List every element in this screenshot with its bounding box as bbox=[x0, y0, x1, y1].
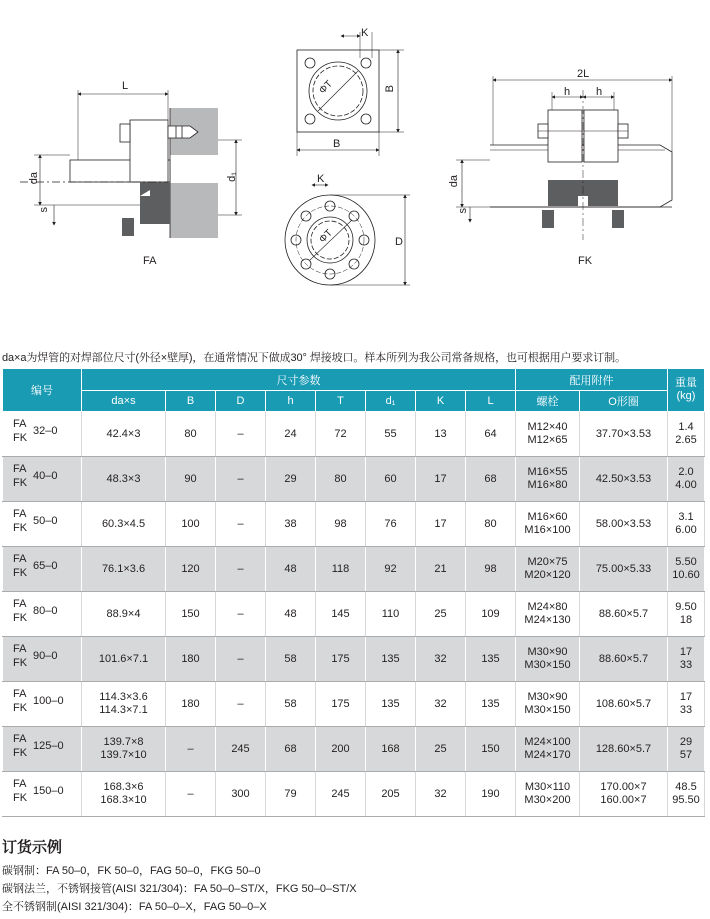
code-number: 90–0 bbox=[33, 650, 58, 662]
cell-d1: 168 bbox=[366, 727, 416, 772]
cell-L: 109 bbox=[466, 592, 516, 637]
order-line-2: 碳钢法兰，不锈钢接管(AISI 321/304)：FA 50–0–ST/X，FKG 50–0–ST/X bbox=[2, 883, 357, 895]
cell-L: 98 bbox=[466, 547, 516, 592]
cell-B: 180 bbox=[166, 637, 216, 682]
cell-das-line: 114.3×3.6 bbox=[99, 691, 148, 703]
cell-L: 135 bbox=[466, 682, 516, 727]
spec-table bbox=[2, 368, 705, 817]
cell-D: – bbox=[216, 637, 266, 682]
order-line-1: 碳钢制：FA 50–0，FK 50–0，FAG 50–0，FKG 50–0 bbox=[2, 865, 261, 877]
code-fk: FK bbox=[13, 792, 28, 804]
cell-bolt-line: M30×90 bbox=[527, 646, 568, 658]
cell-L: 150 bbox=[466, 727, 516, 772]
fk-side-view bbox=[456, 76, 672, 240]
table-row bbox=[3, 637, 705, 682]
cell-B: 90 bbox=[166, 457, 216, 502]
cell-das bbox=[82, 457, 166, 502]
dim-T-label-square: ΦT bbox=[317, 78, 335, 97]
code-fa: FA bbox=[13, 643, 27, 655]
drawing-svg bbox=[0, 0, 710, 340]
cell-weight-line: 17 bbox=[679, 646, 693, 658]
table-row bbox=[3, 592, 705, 637]
cell-D: – bbox=[216, 547, 266, 592]
cell-oring bbox=[580, 412, 668, 457]
cell-weight-line: 2.65 bbox=[675, 434, 697, 446]
cell-weight bbox=[668, 457, 705, 502]
cell-code bbox=[3, 637, 82, 682]
code-number: 150–0 bbox=[33, 785, 64, 797]
code-fk: FK bbox=[13, 567, 28, 579]
code-fk: FK bbox=[13, 522, 28, 534]
cell-d1: 92 bbox=[366, 547, 416, 592]
cell-weight-line: 33 bbox=[679, 659, 693, 671]
header-oring: O形圈 bbox=[580, 391, 668, 412]
cell-das bbox=[82, 727, 166, 772]
cell-T: 200 bbox=[316, 727, 366, 772]
cell-h: 38 bbox=[266, 502, 316, 547]
cell-weight-line: 18 bbox=[679, 614, 693, 626]
cell-das-line: 101.6×7.1 bbox=[98, 652, 149, 665]
cell-code bbox=[3, 457, 82, 502]
order-line-3: 全不锈钢制(AISI 321/304)：FA 50–0–X，FAG 50–0–X bbox=[2, 901, 267, 913]
cell-B: 120 bbox=[166, 547, 216, 592]
cell-h: 68 bbox=[266, 727, 316, 772]
cell-weight bbox=[668, 547, 705, 592]
cell-h: 58 bbox=[266, 637, 316, 682]
cell-D: – bbox=[216, 682, 266, 727]
cell-bolt-line: M12×40 bbox=[527, 421, 568, 433]
cell-das-line: 88.9×4 bbox=[106, 607, 141, 620]
cell-D: – bbox=[216, 412, 266, 457]
table-row bbox=[3, 502, 705, 547]
code-number: 65–0 bbox=[33, 560, 58, 572]
cell-das bbox=[82, 592, 166, 637]
cell-code bbox=[3, 502, 82, 547]
cell-code bbox=[3, 412, 82, 457]
code-number: 80–0 bbox=[33, 605, 58, 617]
dim-D-label: D bbox=[395, 236, 403, 248]
dim-s-label-fk: s bbox=[457, 208, 469, 214]
header-L: L bbox=[466, 391, 516, 412]
dim-h-label-right: h bbox=[596, 86, 603, 98]
dim-T-label-round: ΦT bbox=[317, 227, 335, 246]
cell-L: 64 bbox=[466, 412, 516, 457]
cell-oring bbox=[580, 682, 668, 727]
code-fk: FK bbox=[13, 612, 28, 624]
cell-K: 21 bbox=[416, 547, 466, 592]
cell-D: 245 bbox=[216, 727, 266, 772]
cell-das bbox=[82, 682, 166, 727]
cell-K: 32 bbox=[416, 682, 466, 727]
cell-K: 13 bbox=[416, 412, 466, 457]
dim-L-label: L bbox=[122, 80, 129, 92]
cell-weight bbox=[668, 412, 705, 457]
cell-h: 58 bbox=[266, 682, 316, 727]
cell-d1: 135 bbox=[366, 682, 416, 727]
dim-d1-label: d₁ bbox=[226, 172, 238, 182]
cell-bolt bbox=[516, 547, 580, 592]
header-bolt: 螺栓 bbox=[516, 391, 580, 412]
code-number: 125–0 bbox=[33, 740, 64, 752]
code-fa: FA bbox=[13, 598, 27, 610]
cell-code bbox=[3, 547, 82, 592]
cell-weight-line: 33 bbox=[679, 704, 693, 716]
code-fa: FA bbox=[13, 733, 27, 745]
cell-oring-line: 58.00×3.53 bbox=[595, 517, 652, 530]
cell-K: 17 bbox=[416, 502, 466, 547]
code-fk: FK bbox=[13, 477, 28, 489]
spec-table-body bbox=[3, 412, 705, 817]
cell-bolt bbox=[516, 682, 580, 727]
cell-bolt-line: M20×120 bbox=[524, 569, 571, 581]
cell-weight bbox=[668, 637, 705, 682]
fa-label: FA bbox=[143, 255, 157, 267]
header-weight-label: 重量 bbox=[675, 377, 697, 389]
header-h: h bbox=[266, 391, 316, 412]
cell-oring bbox=[580, 457, 668, 502]
round-flange-view bbox=[285, 185, 410, 285]
order-example-title: 订货示例 bbox=[2, 839, 63, 856]
dim-da-label: da bbox=[28, 172, 40, 185]
cell-bolt-line: M30×90 bbox=[527, 691, 568, 703]
cell-weight-line: 1.4 bbox=[678, 421, 694, 433]
cell-weight-line: 3.1 bbox=[678, 511, 694, 523]
dim-da-label-fk: da bbox=[448, 175, 460, 188]
cell-oring-line: 42.50×3.53 bbox=[595, 472, 652, 485]
header-das: da×s bbox=[82, 391, 166, 412]
cell-T: 145 bbox=[316, 592, 366, 637]
header-weight-unit: (kg) bbox=[676, 390, 696, 402]
cell-L: 68 bbox=[466, 457, 516, 502]
cell-bolt bbox=[516, 772, 580, 817]
cell-bolt-line: M24×80 bbox=[527, 601, 568, 613]
cell-bolt bbox=[516, 592, 580, 637]
cell-d1: 110 bbox=[366, 592, 416, 637]
fk-label: FK bbox=[578, 255, 593, 267]
code-number: 32–0 bbox=[33, 425, 58, 437]
cell-B: 80 bbox=[166, 412, 216, 457]
cell-das-line: 139.7×10 bbox=[100, 749, 147, 761]
cell-bolt bbox=[516, 502, 580, 547]
code-fa: FA bbox=[13, 418, 27, 430]
header-code: 编号 bbox=[3, 369, 82, 412]
cell-bolt bbox=[516, 457, 580, 502]
cell-h: 48 bbox=[266, 547, 316, 592]
code-fa: FA bbox=[13, 508, 27, 520]
cell-weight-line: 17 bbox=[679, 691, 693, 703]
cell-code bbox=[3, 682, 82, 727]
cell-oring bbox=[580, 772, 668, 817]
table-row bbox=[3, 547, 705, 592]
cell-weight bbox=[668, 592, 705, 637]
table-row bbox=[3, 727, 705, 772]
cell-code bbox=[3, 772, 82, 817]
cell-D: – bbox=[216, 502, 266, 547]
header-d1: d₁ bbox=[366, 391, 416, 412]
cell-das-line: 114.3×7.1 bbox=[99, 704, 148, 716]
header-B: B bbox=[166, 391, 216, 412]
cell-weight-line: 95.50 bbox=[672, 794, 700, 806]
cell-weight-line: 48.5 bbox=[675, 781, 697, 793]
cell-d1: 60 bbox=[366, 457, 416, 502]
dim-B-label-side: B bbox=[384, 85, 396, 93]
cell-B: 180 bbox=[166, 682, 216, 727]
cell-bolt bbox=[516, 637, 580, 682]
cell-weight-line: 5.50 bbox=[675, 556, 697, 568]
fa-side-view bbox=[20, 90, 242, 238]
cell-T: 245 bbox=[316, 772, 366, 817]
cell-das-line: 76.1×3.6 bbox=[101, 562, 146, 575]
cell-weight-line: 9.50 bbox=[675, 601, 697, 613]
cell-bolt-line: M24×130 bbox=[524, 614, 571, 626]
cell-K: 17 bbox=[416, 457, 466, 502]
cell-oring-line: 160.00×7 bbox=[600, 794, 647, 806]
table-row bbox=[3, 772, 705, 817]
cell-h: 48 bbox=[266, 592, 316, 637]
cell-oring-line: 170.00×7 bbox=[600, 781, 647, 793]
dim-K-label-top: K bbox=[361, 27, 369, 39]
cell-oring bbox=[580, 502, 668, 547]
cell-weight-line: 10.60 bbox=[672, 569, 700, 581]
header-weight bbox=[668, 369, 705, 412]
cell-T: 175 bbox=[316, 637, 366, 682]
code-fk: FK bbox=[13, 432, 28, 444]
cell-B: – bbox=[166, 727, 216, 772]
cell-weight-line: 57 bbox=[679, 749, 693, 761]
code-fa: FA bbox=[13, 553, 27, 565]
cell-oring bbox=[580, 637, 668, 682]
code-number: 50–0 bbox=[33, 515, 58, 527]
cell-bolt-line: M16×55 bbox=[527, 466, 568, 478]
square-flange-view bbox=[297, 32, 404, 156]
cell-das-line: 168.3×6 bbox=[103, 781, 144, 793]
cell-bolt-line: M24×100 bbox=[524, 736, 571, 748]
cell-weight-line: 6.00 bbox=[675, 524, 697, 536]
cell-weight-line: 4.00 bbox=[675, 479, 697, 491]
dim-K-label-round: K bbox=[317, 173, 325, 185]
cell-B: 150 bbox=[166, 592, 216, 637]
cell-oring bbox=[580, 547, 668, 592]
cell-code bbox=[3, 727, 82, 772]
cell-h: 29 bbox=[266, 457, 316, 502]
cell-bolt-line: M16×80 bbox=[527, 479, 568, 491]
header-K: K bbox=[416, 391, 466, 412]
cell-bolt-line: M30×150 bbox=[524, 659, 571, 671]
cell-weight bbox=[668, 727, 705, 772]
cell-bolt-line: M20×75 bbox=[527, 556, 568, 568]
cell-bolt bbox=[516, 412, 580, 457]
cell-oring-line: 108.60×5.7 bbox=[595, 697, 652, 710]
table-row bbox=[3, 412, 705, 457]
cell-K: 25 bbox=[416, 592, 466, 637]
dim-h-label-left: h bbox=[564, 86, 571, 98]
dim-2L-label: 2L bbox=[577, 68, 590, 80]
cell-d1: 55 bbox=[366, 412, 416, 457]
cell-bolt-line: M16×100 bbox=[524, 524, 571, 536]
cell-bolt-line: M30×110 bbox=[524, 781, 571, 793]
weld-note: da×a为焊管的对焊部位尺寸(外径×壁厚)，在通常情况下做成30° 焊接坡口。样本所列为我公司常备规格，也可根据用户要求订制。 bbox=[2, 352, 626, 364]
cell-weight bbox=[668, 772, 705, 817]
dim-s-label: s bbox=[38, 207, 50, 213]
table-row bbox=[3, 457, 705, 502]
code-fk: FK bbox=[13, 747, 28, 759]
code-fa: FA bbox=[13, 778, 27, 790]
cell-T: 80 bbox=[316, 457, 366, 502]
cell-B: – bbox=[166, 772, 216, 817]
cell-T: 98 bbox=[316, 502, 366, 547]
code-number: 40–0 bbox=[33, 470, 58, 482]
cell-oring-line: 75.00×5.33 bbox=[595, 562, 652, 575]
header-D: D bbox=[216, 391, 266, 412]
cell-das bbox=[82, 412, 166, 457]
cell-oring-line: 88.60×5.7 bbox=[598, 652, 649, 665]
cell-das bbox=[82, 502, 166, 547]
cell-bolt-line: M24×170 bbox=[524, 749, 571, 761]
cell-das bbox=[82, 772, 166, 817]
cell-bolt-line: M30×200 bbox=[524, 794, 571, 806]
cell-oring-line: 37.70×3.53 bbox=[595, 427, 652, 440]
cell-bolt bbox=[516, 727, 580, 772]
header-T: T bbox=[316, 391, 366, 412]
cell-weight bbox=[668, 502, 705, 547]
cell-das-line: 60.3×4.5 bbox=[101, 517, 146, 530]
cell-bolt-line: M30×150 bbox=[524, 704, 571, 716]
cell-d1: 205 bbox=[366, 772, 416, 817]
cell-D: 300 bbox=[216, 772, 266, 817]
table-row bbox=[3, 682, 705, 727]
dim-B-label-bottom: B bbox=[333, 138, 341, 150]
code-fa: FA bbox=[13, 688, 27, 700]
cell-weight bbox=[668, 682, 705, 727]
cell-L: 80 bbox=[466, 502, 516, 547]
cell-code bbox=[3, 592, 82, 637]
cell-oring bbox=[580, 727, 668, 772]
cell-T: 72 bbox=[316, 412, 366, 457]
cell-oring-line: 128.60×5.7 bbox=[595, 742, 652, 755]
cell-das bbox=[82, 547, 166, 592]
cell-bolt-line: M16×60 bbox=[527, 511, 568, 523]
cell-D: – bbox=[216, 457, 266, 502]
cell-oring-line: 88.60×5.7 bbox=[598, 607, 649, 620]
cell-h: 79 bbox=[266, 772, 316, 817]
cell-D: – bbox=[216, 592, 266, 637]
cell-das-line: 139.7×8 bbox=[103, 736, 144, 748]
cell-h: 24 bbox=[266, 412, 316, 457]
cell-K: 25 bbox=[416, 727, 466, 772]
code-fk: FK bbox=[13, 657, 28, 669]
cell-L: 190 bbox=[466, 772, 516, 817]
code-fa: FA bbox=[13, 463, 27, 475]
cell-d1: 135 bbox=[366, 637, 416, 682]
cell-T: 175 bbox=[316, 682, 366, 727]
technical-drawings bbox=[0, 0, 710, 340]
cell-das bbox=[82, 637, 166, 682]
cell-weight-line: 29 bbox=[679, 736, 693, 748]
cell-das-line: 42.4×3 bbox=[106, 427, 141, 440]
code-fk: FK bbox=[13, 702, 28, 714]
cell-T: 118 bbox=[316, 547, 366, 592]
cell-bolt-line: M12×65 bbox=[527, 434, 568, 446]
cell-oring bbox=[580, 592, 668, 637]
header-fittings-group: 配用附件 bbox=[516, 369, 668, 391]
header-dims-group: 尺寸参数 bbox=[82, 369, 516, 391]
cell-das-line: 48.3×3 bbox=[106, 472, 141, 485]
cell-das-line: 168.3×10 bbox=[100, 794, 147, 806]
code-number: 100–0 bbox=[33, 695, 64, 707]
cell-L: 135 bbox=[466, 637, 516, 682]
cell-weight-line: 2.0 bbox=[678, 466, 694, 478]
cell-B: 100 bbox=[166, 502, 216, 547]
cell-K: 32 bbox=[416, 772, 466, 817]
cell-K: 32 bbox=[416, 637, 466, 682]
cell-d1: 76 bbox=[366, 502, 416, 547]
